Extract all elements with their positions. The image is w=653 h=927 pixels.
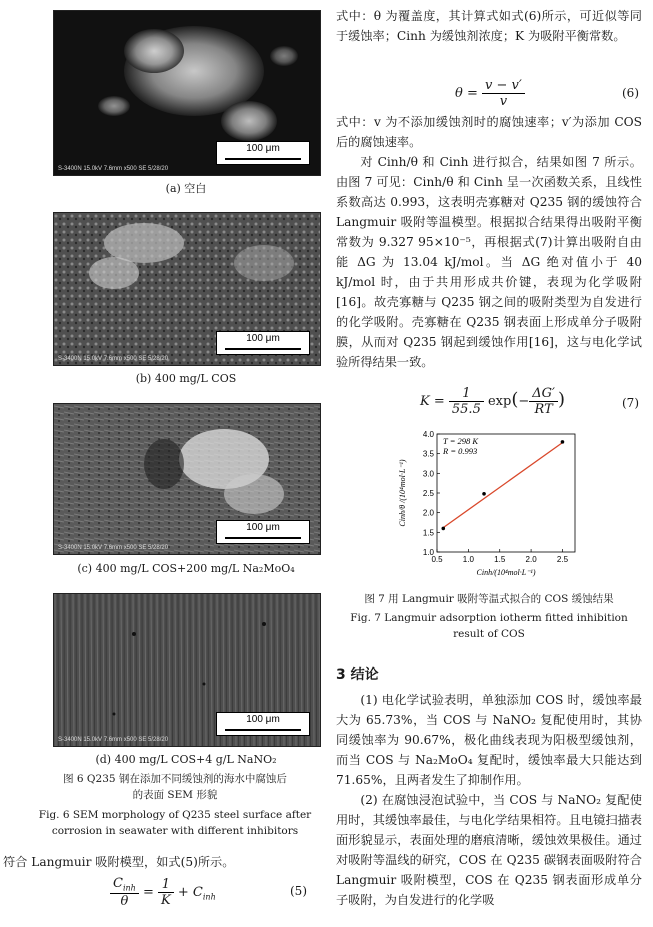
eq5-lhs-sub: inh — [122, 883, 136, 893]
y-tick-label: 1.0 — [422, 548, 434, 557]
fig6-caption-cn-2: 的表面 SEM 形貌 — [132, 789, 218, 801]
fig6-caption-cn-1: 图 6 Q235 钢在添加不同缓蚀剂的海水中腐蚀后 — [63, 773, 287, 785]
eq5-lhs-frac — [110, 876, 139, 909]
scale-bar-line — [225, 537, 301, 539]
scale-bar-label: 100 μm — [246, 714, 280, 725]
sem-image-b — [53, 212, 321, 366]
scale-bar-label: 100 μm — [246, 143, 280, 154]
equation-5 — [110, 876, 216, 909]
eq7-inner-num: ΔG′ — [529, 386, 558, 402]
eq7-den: 55.5 — [451, 402, 481, 417]
eq7-paren-close: ) — [558, 389, 566, 410]
x-tick-label: 2.5 — [556, 555, 569, 564]
chart-annotation: T = 298 K — [443, 436, 479, 446]
x-tick-label: 1.5 — [494, 555, 506, 564]
eq7-frac — [449, 386, 484, 417]
conclusion-2: (2) 在腐蚀浸泡试验中，当 COS 与 NaNO₂ 复配使用时，其缓蚀率最佳，与电化学结果相符。且电镜扫描表面形貌显示，表面处理的磨痕清晰，缓蚀效果极佳。通过对吸附等温线的研究，COS 在 Q235 碳钢表面吸附符合 Langmuir 吸附模型，COS 在 Q235 钢表面形成单分子吸附，为自发进行的化学吸 — [336, 793, 642, 907]
fig7-caption-cn: 图 7 用 Langmuir 吸附等温式拟合的 COS 缓蚀结果 — [364, 593, 614, 605]
eq7-inner-den: RT — [534, 402, 553, 417]
eq6-num: v − v′ — [482, 78, 525, 94]
sem-image-a — [53, 10, 321, 176]
fig7-caption-en-2: result of COS — [453, 628, 525, 640]
x-axis-label: Cinh/(10⁴mol·L⁻¹) — [476, 568, 536, 577]
eq6-number: (6) — [622, 86, 639, 100]
eq5-rhs-den: K — [161, 892, 171, 908]
eq6-frac — [482, 78, 525, 109]
eq5-rhs-term: + C — [177, 884, 203, 900]
conclusion-1: (1) 电化学试验表明，单独添加 COS 时，缓蚀率最大为 65.73%，当 COS 与 NaNO₂ 复配使用时，其协同缓蚀率为 90.67%，极化曲线表现为阳极型缓蚀剂，而当 COS 与 Na₂MoO₄ 复配时，缓蚀率最大只能达到 71.65%，且两者发生了抑制作用。 — [336, 693, 642, 787]
fig6-caption-en-2: corrosion in seawater with different inhibitors — [51, 825, 299, 837]
eq6-den: v — [499, 94, 508, 109]
scale-bar-line — [225, 158, 301, 160]
data-point — [482, 492, 486, 496]
y-tick-label: 3.5 — [422, 449, 434, 459]
scale-bar — [216, 331, 310, 355]
x-tick-label: 0.5 — [431, 555, 443, 564]
sem-meta: S-3400N 15.0kV 7.6mm x500 SE 5/28/20 — [58, 166, 169, 172]
fig7-caption-en-1: Fig. 7 Langmuir adsorption iotherm fitted inhibition — [350, 612, 628, 624]
right-paragraph-3: 对 Cinh/θ 和 Cinh 进行拟合，结果如图 7 所示。由图 7 可见：Cinh/θ 和 Cinh 呈一次函数关系，且线性系数高达 0.993，这表明壳寡糖对 Q235 钢的缓蚀符合 Langmuir 吸附等温模型。根据拟合结果得出吸附平衡常数为 9.327 95×10⁻⁵，再根据式(7)计算出吸附自由能 ΔG 为 13.04 kJ/mol。当 ΔG 绝对值小于 40 kJ/mol 时，由于共用形成共价键，表现为化学吸附[16]。故壳寡糖与 Q235 钢之间的吸附类型为自发进行的化学吸附。壳寡糖在 Q235 钢表面上形成单分子吸附膜，从而对 Q235 钢起到缓蚀作用[16]，这与电化学试验所得结果一致。 — [336, 155, 642, 369]
eq7-exp: exp — [487, 394, 512, 409]
eq7-inner-frac — [529, 386, 558, 417]
eq5-lhs-den: θ — [120, 893, 129, 909]
fig7-chart — [395, 422, 585, 592]
y-tick-label: 4.0 — [422, 430, 434, 439]
eq5-rhs-num: 1 — [158, 877, 174, 893]
eq7-number: (7) — [622, 396, 639, 410]
right-paragraph-1: 式中：θ 为覆盖度，其计算式如式(6)所示，可近似等同于缓蚀率；Cinh 为缓蚀剂浓度；K 为吸附平衡常数。 — [336, 9, 642, 43]
scale-bar-label: 100 μm — [246, 522, 280, 533]
scale-bar-line — [225, 729, 301, 731]
eq7-lhs: K = — [420, 394, 445, 409]
eq6-lhs: θ = — [455, 86, 478, 101]
eq5-rhs-frac — [158, 877, 174, 908]
y-tick-label: 2.5 — [422, 489, 434, 498]
sem-meta: S-3400N 15.0kV 7.6mm x500 SE 5/28/20 — [58, 356, 169, 362]
sem-meta: S-3400N 15.0kV 7.6mm x500 SE 5/28/20 — [58, 545, 169, 551]
left-paragraph: 符合 Langmuir 吸附模型，如式(5)所示。 — [3, 855, 235, 869]
panel-caption-d: (d) 400 mg/L COS+4 g/L NaNO₂ — [95, 753, 277, 766]
panel-caption-a: (a) 空白 — [165, 182, 207, 195]
scale-bar — [216, 141, 310, 165]
chart-annotation: R = 0.993 — [443, 446, 478, 456]
data-point — [561, 440, 565, 444]
eq5-number: (5) — [290, 884, 307, 898]
scale-bar — [216, 712, 310, 736]
scale-bar — [216, 520, 310, 544]
scale-bar-line — [225, 348, 301, 350]
eq5-rhs-sub: inh — [202, 892, 216, 902]
y-axis-label: Cinh/θ /(10⁴mol·L⁻¹) — [398, 459, 407, 527]
eq5-equals: = — [142, 884, 154, 900]
equation-7: K = $\frac{1}{55.5}$ exp(− $\frac{\Delta G'}{RT}$ ) — [420, 386, 566, 417]
x-tick-label: 1.0 — [462, 555, 474, 564]
eq7-num: 1 — [449, 386, 484, 402]
eq5-lhs-num: C — [113, 876, 123, 891]
scale-bar-label: 100 μm — [246, 333, 280, 344]
y-tick-label: 3.0 — [422, 469, 434, 479]
sem-image-d — [53, 593, 321, 747]
y-tick-label: 1.5 — [422, 528, 434, 538]
eq7-paren-open: ( — [511, 389, 519, 410]
x-tick-label: 2.0 — [525, 555, 537, 564]
sem-meta: S-3400N 15.0kV 7.6mm x500 SE 5/28/20 — [58, 737, 169, 743]
y-tick-label: 2.0 — [422, 508, 434, 518]
panel-caption-c: (c) 400 mg/L COS+200 mg/L Na₂MoO₄ — [77, 562, 295, 575]
equation-6 — [455, 78, 525, 109]
fig6-caption-en-1: Fig. 6 SEM morphology of Q235 steel surface after — [38, 809, 312, 821]
panel-caption-b: (b) 400 mg/L COS — [135, 372, 237, 385]
data-point — [441, 527, 445, 531]
right-paragraph-2: 式中：v 为不添加缓蚀剂时的腐蚀速率；v′为添加 COS 后的腐蚀速率。 — [336, 115, 642, 149]
sem-image-c — [53, 403, 321, 555]
section-title: 3 结论 — [336, 667, 379, 683]
